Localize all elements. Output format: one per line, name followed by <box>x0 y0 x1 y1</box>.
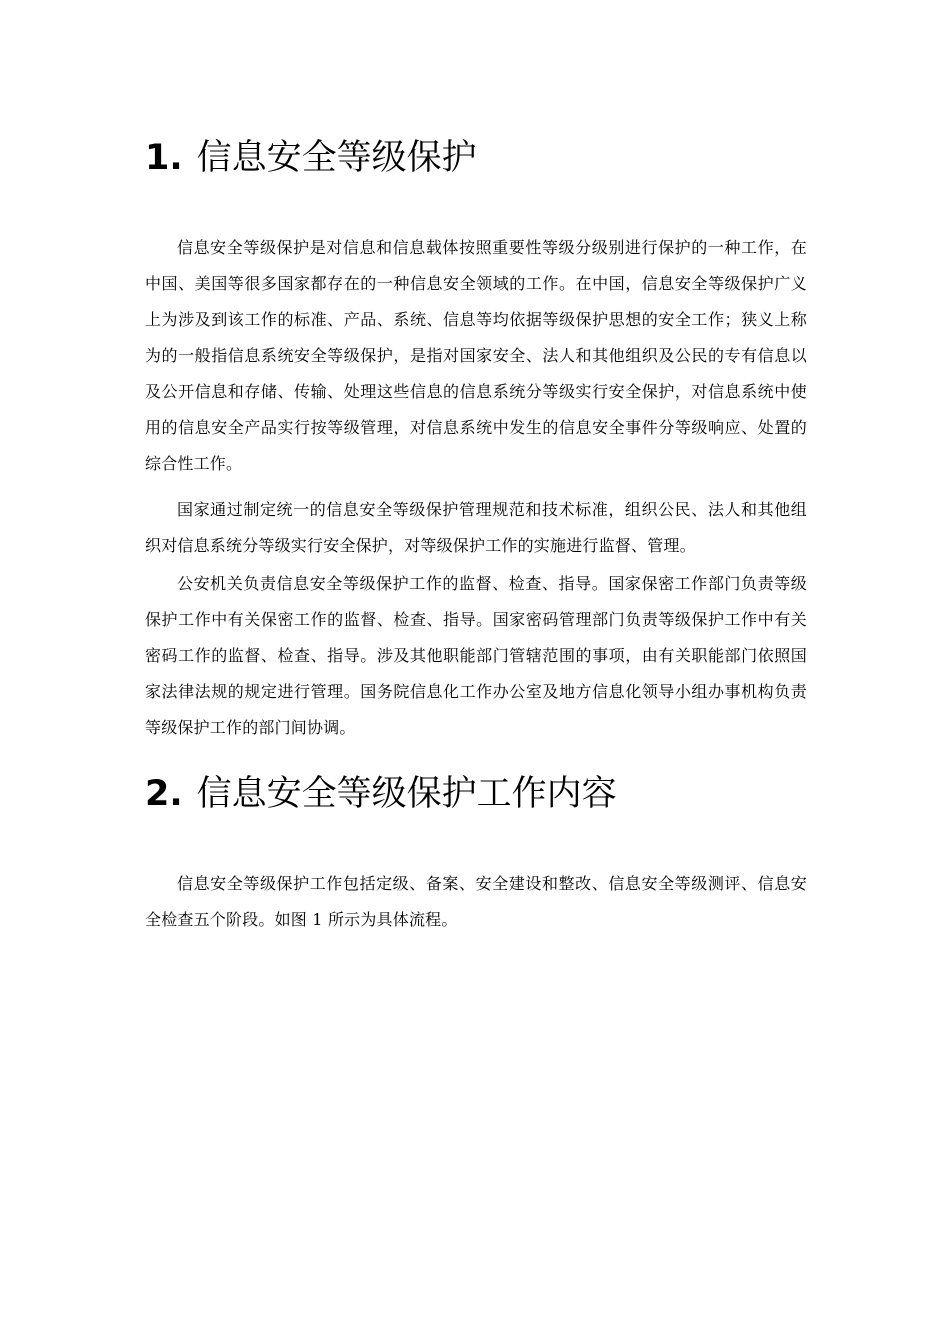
section-2-number: 2. <box>145 774 183 814</box>
section-1-paragraph-2: 国家通过制定统一的信息安全等级保护管理规范和技术标准，组织公民、法人和其他组织对信息系统分等级实行安全保护，对等级保护工作的实施进行监督、管理。 <box>145 500 807 555</box>
section-2-heading <box>145 772 617 816</box>
section-2-title: 信息安全等级保护工作内容 <box>196 774 617 814</box>
section-1-number: 1. <box>145 138 183 178</box>
section-1-heading <box>145 136 477 180</box>
section-1-paragraph-1: 信息安全等级保护是对信息和信息载体按照重要性等级分级别进行保护的一种工作，在中国、美国等很多国家都存在的一种信息安全领域的工作。在中国，信息安全等级保护广义上为涉及到该工作的标准、产品、系统、信息等均依据等级保护思想的安全工作；狭义上称为的一般指信息系统安全等级保护，是指对国家安全、法人和其他组织及公民的专有信息以及公开信息和存储、传输、处理这些信息的信息系统分等级实行安全保护，对信息系统中使用的信息安全产品实行按等级管理，对信息系统中发生的信息安全事件分等级响应、处置的综合性工作。 <box>145 238 807 473</box>
section-2-paragraph-1: 信息安全等级保护工作包括定级、备案、安全建设和整改、信息安全等级测评、信息安全检查五个阶段。如图 1 所示为具体流程。 <box>145 874 807 929</box>
section-1-paragraph-3: 公安机关负责信息安全等级保护工作的监督、检查、指导。国家保密工作部门负责等级保护工作中有关保密工作的监督、检查、指导。国家密码管理部门负责等级保护工作中有关密码工作的监督、检查、指导。涉及其他职能部门管辖范围的事项，由有关职能部门依照国家法律法规的规定进行管理。国务院信息化工作办公室及地方信息化领导小组办事机构负责等级保护工作的部门间协调。 <box>145 574 807 737</box>
section-1-title: 信息安全等级保护 <box>196 138 477 178</box>
